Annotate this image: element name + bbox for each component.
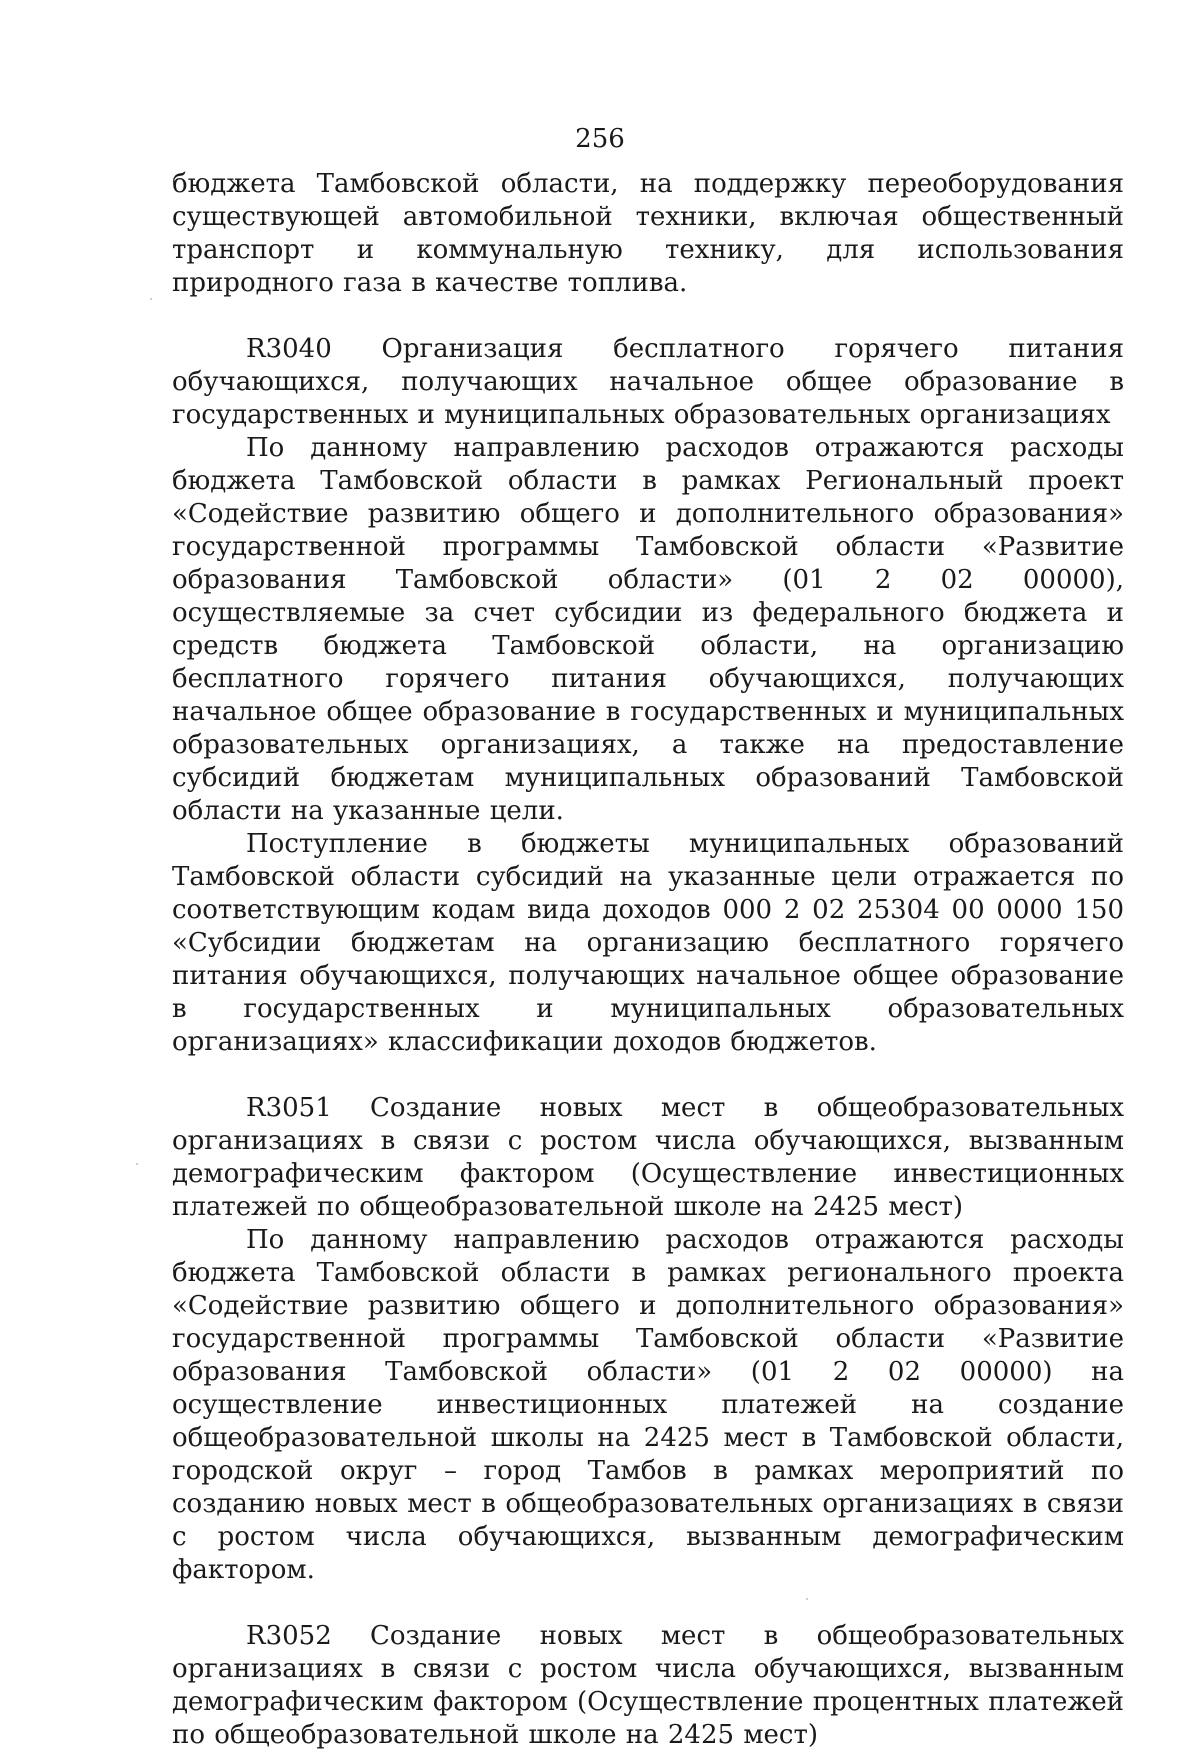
heading-r3040: R3040 Организация бесплатного горячего питания обучающихся, получающих начальное общее образование в государственных и муниципальных образовательных организациях [172, 334, 1124, 430]
heading-r3052: R3052 Создание новых мест в общеобразовательных организациях в связи с ростом числа обучающихся, вызванным демографическим фактором (Осуществление процентных платежей по общеобразовательной школе на 2425 мест) [172, 1621, 1124, 1750]
paragraph-continuation: бюджета Тамбовской области, на поддержку переоборудования существующей автомобильной техники, включая общественный транспорт и коммунальную технику, для использования природного газа в качестве топлива. [172, 169, 1124, 298]
paragraph-r3040-revenue: Поступление в бюджеты муниципальных образований Тамбовской области субсидий на указанные цели отражается по соответствующим кодам вида доходов 000 2 02 25304 00 0000 150 «Субсидии бюджетам на организацию бесплатного горячего питания обучающихся, получающих начальное общее образование в государственных и муниципальных образовательных организациях» классификации доходов бюджетов. [172, 829, 1124, 1057]
paragraph-r3051-description: По данному направлению расходов отражаются расходы бюджета Тамбовской области в рамках регионального проекта «Содействие развитию общего и дополнительного образования» государственной программы Тамбовской области «Развитие образования Тамбовской области» (01 2 02 00000) на осуществление инвестиционных платежей на создание общеобразовательной школы на 2425 мест в Тамбовской области, городской округ – город Тамбов в рамках мероприятий по созданию новых мест в общеобразовательных организациях в связи с ростом числа обучающихся, вызванным демографическим фактором. [172, 1225, 1124, 1585]
document-body [172, 168, 1124, 1752]
scan-speck [136, 1163, 138, 1165]
page-number: 256 [575, 124, 625, 154]
heading-r3051: R3051 Создание новых мест в общеобразовательных организациях в связи с ростом числа обучающихся, вызванным демографическим фактором (Осуществление инвестиционных платежей по общеобразовательной школе на 2425 мест) [172, 1093, 1124, 1222]
scan-speck [150, 298, 152, 300]
scan-speck [806, 1598, 808, 1600]
paragraph-r3040-description: По данному направлению расходов отражаются расходы бюджета Тамбовской области в рамках Региональный проект «Содействие развитию общего и дополнительного образования» государственной программы Тамбовской области «Развитие образования Тамбовской области» (01 2 02 00000), осуществляемые за счет субсидии из федерального бюджета и средств бюджета Тамбовской области, на организацию бесплатного горячего питания обучающихся, получающих начальное общее образование в государственных и муниципальных образовательных организациях, а также на предоставление субсидий бюджетам муниципальных образований Тамбовской области на указанные цели. [172, 433, 1124, 826]
